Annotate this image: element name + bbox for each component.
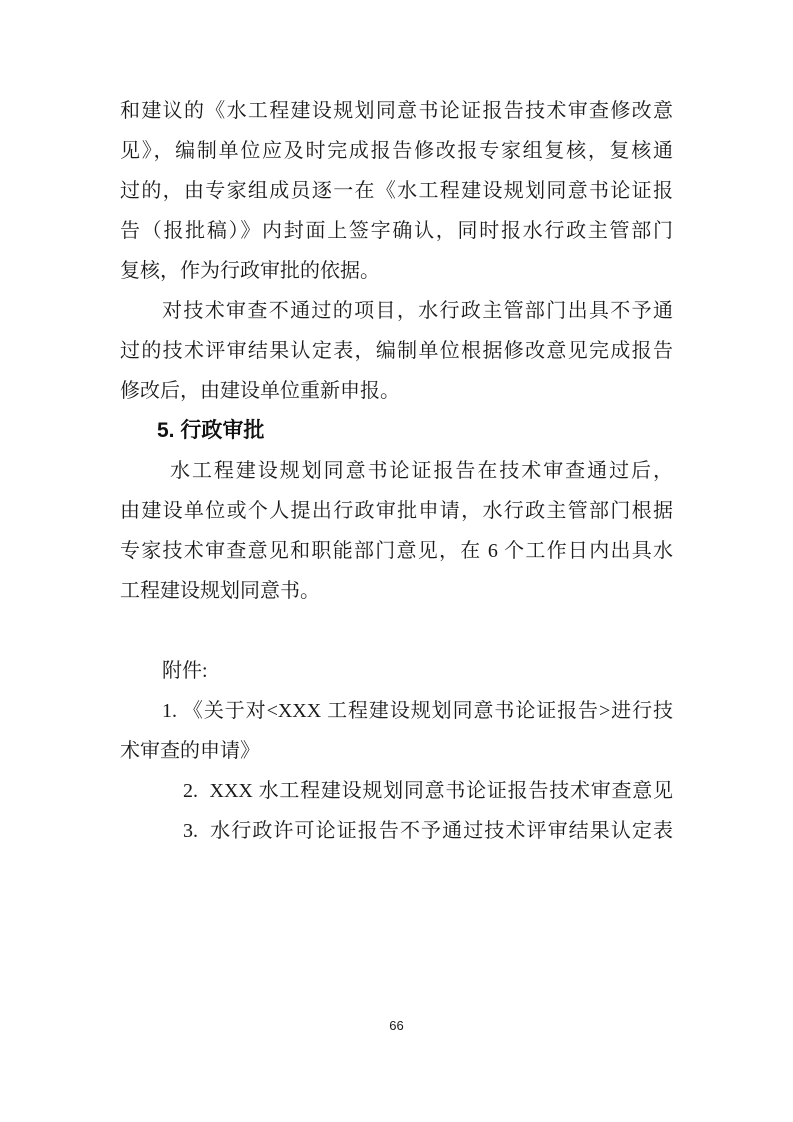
para1-line-2: 见》，编制单位应及时完成报告修改报专家组复核，复核通	[120, 140, 673, 162]
para3-line-3: 专家技术审查意见和职能部门意见，在 6 个工作日内出具水	[120, 540, 673, 562]
page-number: 66	[389, 1018, 404, 1033]
attachment-item-1-line-1: 1. 《关于对<XXX 工程建设规划同意书论证报告>进行技	[162, 700, 673, 722]
para3-line-1: 水工程建设规划同意书论证报告在技术审查通过后，	[170, 460, 673, 482]
para3-line-2: 由建设单位或个人提出行政审批申请，水行政主管部门根据	[120, 500, 673, 522]
attachments-label: 附件:	[162, 660, 208, 682]
para1-line-3: 过的，由专家组成员逐一在《水工程建设规划同意书论证报	[120, 180, 673, 202]
blank-line	[120, 611, 673, 651]
para2-line-2: 过的技术评审结果认定表，编制单位根据修改意见完成报告	[120, 340, 673, 362]
document-body	[120, 91, 673, 851]
para1-line-4: 告（报批稿）》内封面上签字确认，同时报水行政主管部门	[120, 220, 673, 242]
section-heading: 5. 行政审批	[157, 419, 265, 442]
para2-line-1: 对技术审查不通过的项目，水行政主管部门出具不予通	[162, 300, 673, 322]
attachment-item-1-line-2: 术审查的申请》	[120, 740, 260, 762]
para3-line-4: 工程建设规划同意书。	[120, 580, 320, 602]
para2-line-3: 修改后，由建设单位重新申报。	[120, 380, 400, 402]
para1-line-5: 复核，作为行政审批的依据。	[120, 260, 380, 282]
attachment-item-3: 3. 水行政许可论证报告不予通过技术评审结果认定表	[183, 820, 673, 842]
attachment-item-2: 2. XXX 水工程建设规划同意书论证报告技术审查意见	[183, 780, 673, 802]
para1-line-1: 和建议的《水工程建设规划同意书论证报告技术审查修改意	[120, 100, 673, 122]
